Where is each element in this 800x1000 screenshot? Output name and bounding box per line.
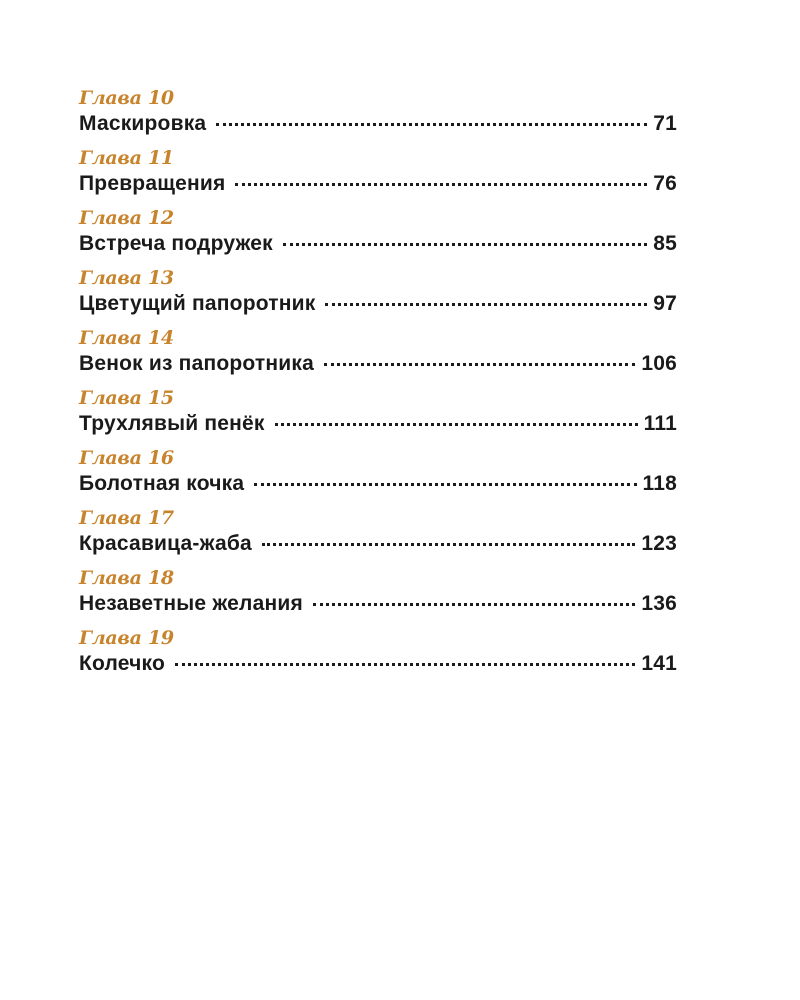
page-number: 106 [641, 352, 677, 375]
chapter-number: Глава 14 [79, 327, 174, 349]
toc-row [79, 530, 677, 558]
chapter-number: Глава 18 [79, 567, 174, 589]
dot-leader [324, 363, 635, 366]
chapter-title: Колечко [79, 652, 165, 675]
toc-entry [79, 326, 677, 386]
chapter-title: Незаветные желания [79, 592, 303, 615]
table-of-contents [79, 86, 677, 686]
dot-leader [313, 603, 635, 606]
chapter-number: Глава 15 [79, 387, 174, 409]
dot-leader [235, 183, 647, 186]
dot-leader [262, 543, 635, 546]
toc-row [79, 470, 677, 498]
chapter-number: Глава 11 [79, 147, 174, 169]
chapter-title: Венок из папоротника [79, 352, 314, 375]
toc-entry [79, 266, 677, 326]
dot-leader [175, 663, 635, 666]
page-number: 111 [643, 412, 677, 435]
chapter-number: Глава 13 [79, 267, 174, 289]
chapter-number: Глава 17 [79, 507, 174, 529]
toc-row [79, 290, 677, 318]
toc-entry [79, 146, 677, 206]
toc-row [79, 230, 677, 258]
toc-entry [79, 86, 677, 146]
toc-entry [79, 446, 677, 506]
chapter-number: Глава 19 [79, 627, 174, 649]
page-number: 123 [641, 532, 677, 555]
chapter-number: Глава 12 [79, 207, 174, 229]
page-number: 118 [642, 472, 677, 495]
page-number: 76 [653, 172, 677, 195]
toc-row [79, 590, 677, 618]
chapter-title: Трухлявый пенёк [79, 412, 265, 435]
toc-entry [79, 206, 677, 266]
dot-leader [283, 243, 647, 246]
toc-entry [79, 626, 677, 686]
page-number: 136 [641, 592, 677, 615]
chapter-title: Встреча подружек [79, 232, 273, 255]
chapter-title: Маскировка [79, 112, 207, 135]
toc-row [79, 410, 677, 438]
chapter-title: Болотная кочка [79, 472, 245, 495]
toc-row [79, 650, 677, 678]
chapter-number: Глава 16 [79, 447, 174, 469]
toc-row [79, 170, 677, 198]
chapter-title: Превращения [79, 172, 226, 195]
toc-entry [79, 506, 677, 566]
page-number: 97 [653, 292, 677, 315]
dot-leader [216, 123, 647, 126]
dot-leader [275, 423, 638, 426]
page-number: 141 [641, 652, 677, 675]
page-number: 85 [653, 232, 677, 255]
toc-row [79, 350, 677, 378]
dot-leader [325, 303, 647, 306]
dot-leader [254, 483, 636, 486]
page-number: 71 [653, 112, 677, 135]
chapter-title: Цветущий папоротник [79, 292, 316, 315]
chapter-title: Красавица-жаба [79, 532, 252, 555]
toc-entry [79, 386, 677, 446]
toc-row [79, 110, 677, 138]
toc-entry [79, 566, 677, 626]
chapter-number: Глава 10 [79, 87, 174, 109]
